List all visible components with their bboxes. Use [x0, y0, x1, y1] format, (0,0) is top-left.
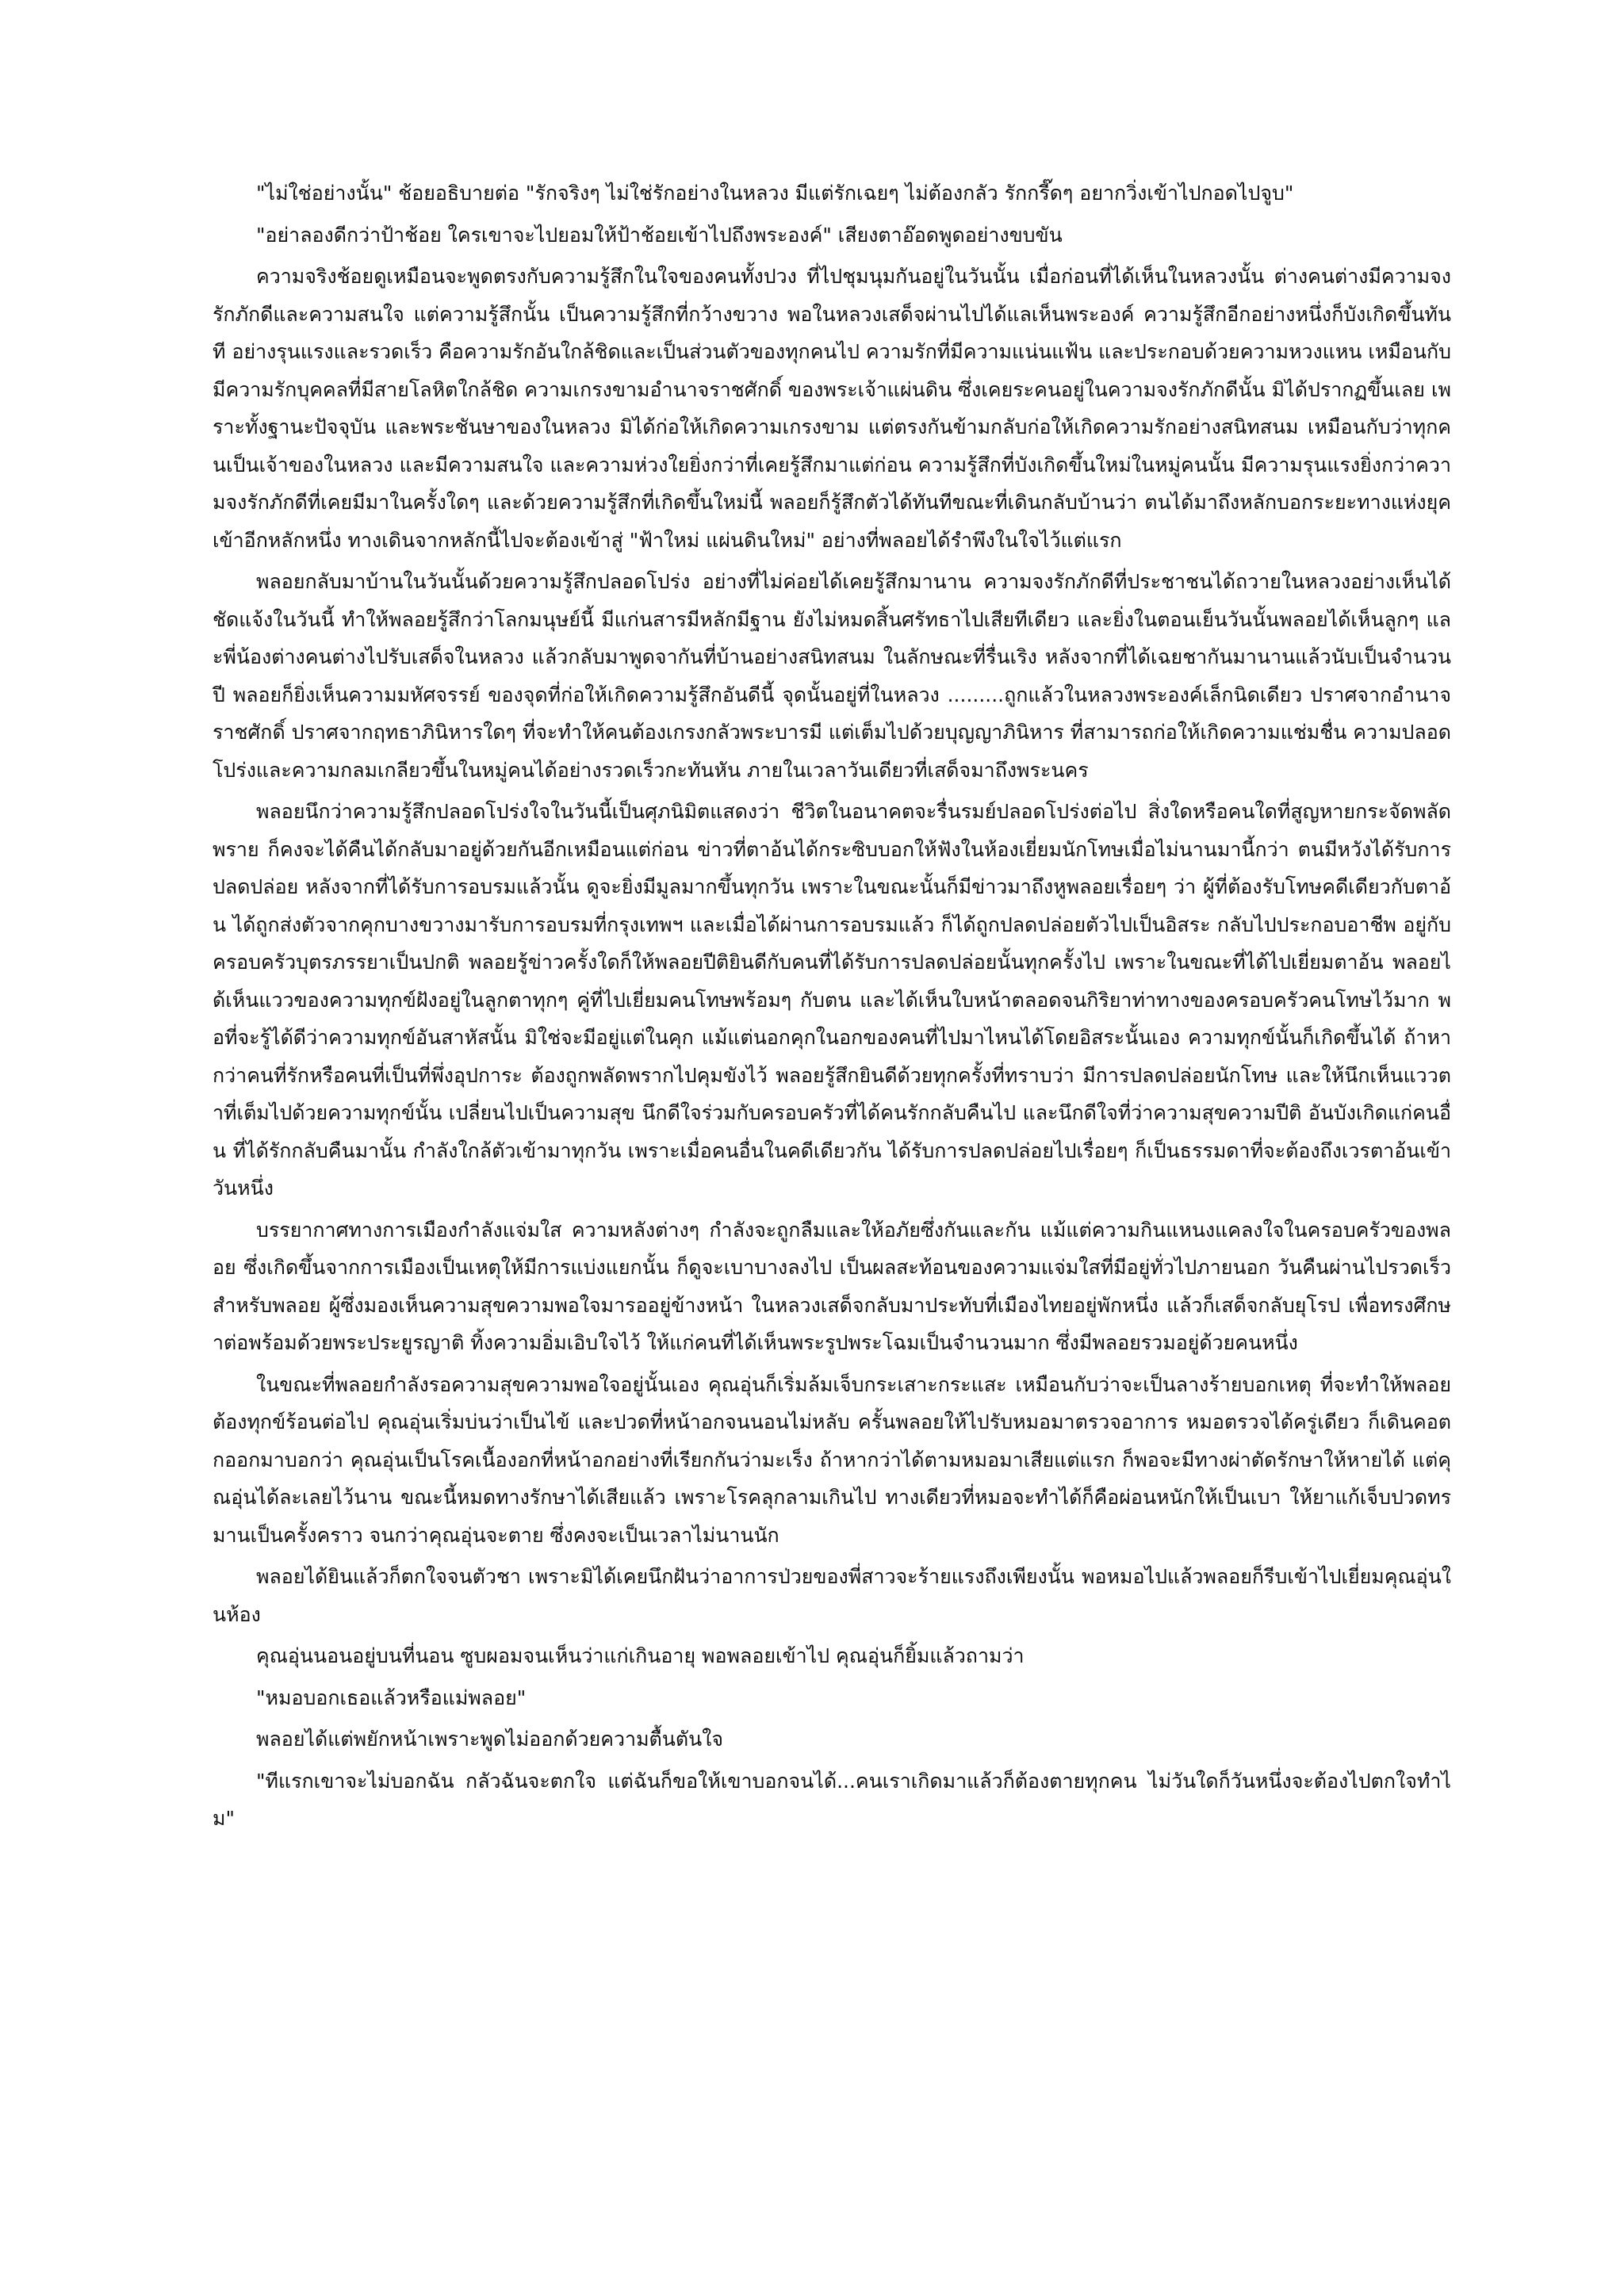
- paragraph: ความจริงช้อยดูเหมือนจะพูดตรงกับความรู้สึกในใจของคนทั้งปวง ที่ไปชุมนุมกันอยู่ในวันนั้น เมื่อก่อนที่ได้เห็นในหลวงนั้น ต่างคนต่างมีความจงรักภักดีและความสนใจ แต่ความรู้สึกนั้น เป็นความรู้สึกที่กว้างขวาง พอในหลวงเสด็จผ่านไปได้แลเห็นพระองค์ ความรู้สึกอีกอย่างหนึ่งก็บังเกิดขึ้นทันที อย่างรุนแรงและรวดเร็ว คือความรักอันใกล้ชิดและเป็นส่วนตัวของทุกคนไป ความรักที่มีความแน่นแฟ้น และประกอบด้วยความหวงแหน เหมือนกับมีความรักบุคคลที่มีสายโลหิตใกล้ชิด ความเกรงขามอำนาจราชศักดิ์ ของพระเจ้าแผ่นดิน ซึ่งเคยระคนอยู่ในความจงรักภักดีนั้น มิได้ปรากฏขึ้นเลย เพราะทั้งฐานะปัจจุบัน และพระชันษาของในหลวง มิได้ก่อให้เกิดความเกรงขาม แต่ตรงกันข้ามกลับก่อให้เกิดความรักอย่างสนิทสนม เหมือนกับว่าทุกคนเป็นเจ้าของในหลวง และมีความสนใจ และความห่วงใยยิ่งกว่าที่เคยรู้สึกมาแต่ก่อน ความรู้สึกที่บังเกิดขึ้นใหม่ในหมู่คนนั้น มีความรุนแรงยิ่งกว่าความจงรักภักดีที่เคยมีมาในครั้งใดๆ และด้วยความรู้สึกที่เกิดขึ้นใหม่นี้ พลอยก็รู้สึกตัวได้ทันทีขณะที่เดินกลับบ้านว่า ตนได้มาถึงหลักบอกระยะทางแห่งยุคเข้าอีกหลักหนึ่ง ทางเดินจากหลักนี้ไปจะต้องเข้าสู่ "ฟ้าใหม่ แผ่นดินใหม่" อย่างที่พลอยได้รำพึงในใจไว้แต่แรก: [213, 265, 1451, 552]
- paragraph: พลอยได้แต่พยักหน้าเพราะพูดไม่ออกด้วยความตื้นตันใจ: [256, 1728, 724, 1751]
- paragraph: "ไม่ใช่อย่างนั้น" ช้อยอธิบายต่อ "รักจริงๆ ไม่ใช่รักอย่างในหลวง มีแต่รักเฉยๆ ไม่ต้องกลัว รักกรี๊ดๆ อยากวิ่งเข้าไปกอดไปจูบ": [256, 182, 1294, 205]
- paragraph: พลอยได้ยินแล้วก็ตกใจจนตัวชา เพราะมิได้เคยนึกฝันว่าอาการป่วยของพี่สาวจะร้ายแรงถึงเพียงนั้น พอหมอไปแล้วพลอยก็รีบเข้าไปเยี่ยมคุณอุ่นในห้อง: [213, 1565, 1451, 1626]
- paragraph: "อย่าลองดีกว่าป้าช้อย ใครเขาจะไปยอมให้ป้าช้อยเข้าไปถึงพระองค์" เสียงตาอ๊อดพูดอย่างขบขัน: [256, 223, 1063, 247]
- paragraph: "หมอบอกเธอแล้วหรือแม่พลอย": [256, 1686, 527, 1709]
- paragraph: "ทีแรกเขาจะไม่บอกฉัน กลัวฉันจะตกใจ แต่ฉันก็ขอให้เขาบอกจนได้...คนเราเกิดมาแล้วก็ต้องตายทุกคน ไม่วันใดก็วันหนึ่งจะต้องไปตกใจทำไม": [213, 1769, 1451, 1830]
- paragraph: ในขณะที่พลอยกำลังรอความสุขความพอใจอยู่นั้นเอง คุณอุ่นก็เริ่มล้มเจ็บกระเสาะกระแสะ เหมือนกับว่าจะเป็นลางร้ายบอกเหตุ ที่จะทำให้พลอยต้องทุกข์ร้อนต่อไป คุณอุ่นเริ่มบ่นว่าเป็นไข้ และปวดที่หน้าอกจนนอนไม่หลับ ครั้นพลอยให้ไปรับหมอมาตรวจอาการ หมอตรวจได้ครู่เดียว ก็เดินคอตกออกมาบอกว่า คุณอุ่นเป็นโรคเนื้องอกที่หน้าอกอย่างที่เรียกกันว่ามะเร็ง ถ้าหากว่าได้ตามหมอมาเสียแต่แรก ก็พอจะมีทางผ่าตัดรักษาให้หายได้ แต่คุณอุ่นได้ละเลยไว้นาน ขณะนี้หมดทางรักษาได้เสียแล้ว เพราะโรคลุกลามเกินไป ทางเดียวที่หมอจะทำได้ก็คือผ่อนหนักให้เป็นเบา ให้ยาแก้เจ็บปวดทรมานเป็นครั้งคราว จนกว่าคุณอุ่นจะตาย ซึ่งคงจะเป็นเวลาไม่นานนัก: [213, 1372, 1451, 1547]
- paragraph: คุณอุ่นนอนอยู่บนที่นอน ซูบผอมจนเห็นว่าแก่เกินอายุ พอพลอยเข้าไป คุณอุ่นก็ยิ้มแล้วถามว่า: [256, 1644, 1025, 1667]
- paragraph: พลอยนึกว่าความรู้สึกปลอดโปร่งใจในวันนี้เป็นศุภนิมิตแสดงว่า ชีวิตในอนาคตจะรื่นรมย์ปลอดโปร่งต่อไป สิ่งใดหรือคนใดที่สูญหายกระจัดพลัดพราย ก็คงจะได้คืนได้กลับมาอยู่ด้วยกันอีกเหมือนแต่ก่อน ข่าวที่ตาอ้นได้กระซิบบอกให้ฟังในห้องเยี่ยมนักโทษเมื่อไม่นานมานี้กว่า ตนมีหวังได้รับการปลดปล่อย หลังจากที่ได้รับการอบรมแล้วนั้น ดูจะยิ่งมีมูลมากขึ้นทุกวัน เพราะในขณะนั้นก็มีข่าวมาถึงหูพลอยเรื่อยๆ ว่า ผู้ที่ต้องรับโทษคดีเดียวกับตาอ้น ได้ถูกส่งตัวจากคุกบางขวางมารับการอบรมที่กรุงเทพฯ และเมื่อได้ผ่านการอบรมแล้ว ก็ได้ถูกปลดปล่อยตัวไปเป็นอิสระ กลับไปประกอบอาชีพ อยู่กับครอบครัวบุตรภรรยาเป็นปกติ พลอยรู้ข่าวครั้งใดก็ให้พลอยปีติยินดีกับคนที่ได้รับการปลดปล่อยนั้นทุกครั้งไป เพราะในขณะที่ได้ไปเยี่ยมตาอ้น พลอยได้เห็นแววของความทุกข์ฝังอยู่ในลูกตาทุกๆ คู่ที่ไปเยี่ยมคนโทษพร้อมๆ กับตน และได้เห็นใบหน้าตลอดจนกิริยาท่าทางของครอบครัวคนโทษไว้มาก พอที่จะรู้ได้ดีว่าความทุกข์อันสาหัสนั้น มิใช่จะมีอยู่แต่ในคุก แม้แต่นอกคุกในอกของคนที่ไปมาไหนได้โดยอิสระนั้นเอง ความทุกข์นั้นก็เกิดขึ้นได้ ถ้าหากว่าคนที่รักหรือคนที่เป็นที่พึ่งอุปการะ ต้องถูกพลัดพรากไปคุมขังไว้ พลอยรู้สึกยินดีด้วยทุกครั้งที่ทราบว่า มีการปลดปล่อยนักโทษ และให้นึกเห็นแววตาที่เต็มไปด้วยความทุกข์นั้น เปลี่ยนไปเป็นความสุข นึกดีใจร่วมกับครอบครัวที่ได้คนรักกลับคืนไป และนึกดีใจที่ว่าความสุขความปีติ อันบังเกิดแก่คนอื่น ที่ได้รักกลับคืนมานั้น กำลังใกล้ตัวเข้ามาทุกวัน เพราะเมื่อคนอื่นในคดีเดียวกัน ได้รับการปลดปล่อยไปเรื่อยๆ ก็เป็นธรรมดาที่จะต้องถึงเวรตาอ้นเข้าวันหนึ่ง: [213, 800, 1451, 1200]
- paragraph: พลอยกลับมาบ้านในวันนั้นด้วยความรู้สึกปลอดโปร่ง อย่างที่ไม่ค่อยได้เคยรู้สึกมานาน ความจงรักภักดีที่ประชาชนได้ถวายในหลวงอย่างเห็นได้ชัดแจ้งในวันนี้ ทำให้พลอยรู้สึกว่าโลกมนุษย์นี้ มีแก่นสารมีหลักมีฐาน ยังไม่หมดสิ้นศรัทธาไปเสียทีเดียว และยิ่งในตอนเย็นวันนั้นพลอยได้เห็นลูกๆ และพี่น้องต่างคนต่างไปรับเสด็จในหลวง แล้วกลับมาพูดจากันที่บ้านอย่างสนิทสนม ในลักษณะที่รื่นเริง หลังจากที่ได้เฉยชากันมานานแล้วนับเป็นจำนวนปี พลอยก็ยิ่งเห็นความมหัศจรรย์ ของจุดที่ก่อให้เกิดความรู้สึกอันดีนี้ จุดนั้นอยู่ที่ในหลวง .........ถูกแล้วในหลวงพระองค์เล็กนิดเดียว ปราศจากอำนาจราชศักดิ์ ปราศจากฤทธาภินิหารใดๆ ที่จะทำให้คนต้องเกรงกลัวพระบารมี แต่เต็มไปด้วยบุญญาภินิหาร ที่สามารถก่อให้เกิดความแช่มชื่น ความปลอดโปร่งและความกลมเกลียวขึ้นในหมู่คนได้อย่างรวดเร็วกะทันหัน ภายในเวลาวันเดียวที่เสด็จมาถึงพระนคร: [213, 570, 1451, 782]
- paragraph: บรรยากาศทางการเมืองกำลังแจ่มใส ความหลังต่างๆ กำลังจะถูกลืมและให้อภัยซึ่งกันและกัน แม้แต่ความกินแหนงแคลงใจในครอบครัวของพลอย ซึ่งเกิดขึ้นจากการเมืองเป็นเหตุให้มีการแบ่งแยกนั้น ก็ดูจะเบาบางลงไป เป็นผลสะท้อนของความแจ่มใสที่มีอยู่ทั่วไปภายนอก วันคืนผ่านไปรวดเร็วสำหรับพลอย ผู้ซึ่งมองเห็นความสุขความพอใจมารออยู่ข้างหน้า ในหลวงเสด็จกลับมาประทับที่เมืองไทยอยู่พักหนึ่ง แล้วก็เสด็จกลับยุโรป เพื่อทรงศึกษาต่อพร้อมด้วยพระประยูรญาติ ทิ้งความอิ่มเอิบใจไว้ ให้แก่คนที่ได้เห็นพระรูปพระโฉมเป็นจำนวนมาก ซึ่งมีพลอยรวมอยู่ด้วยคนหนึ่ง: [213, 1218, 1451, 1354]
